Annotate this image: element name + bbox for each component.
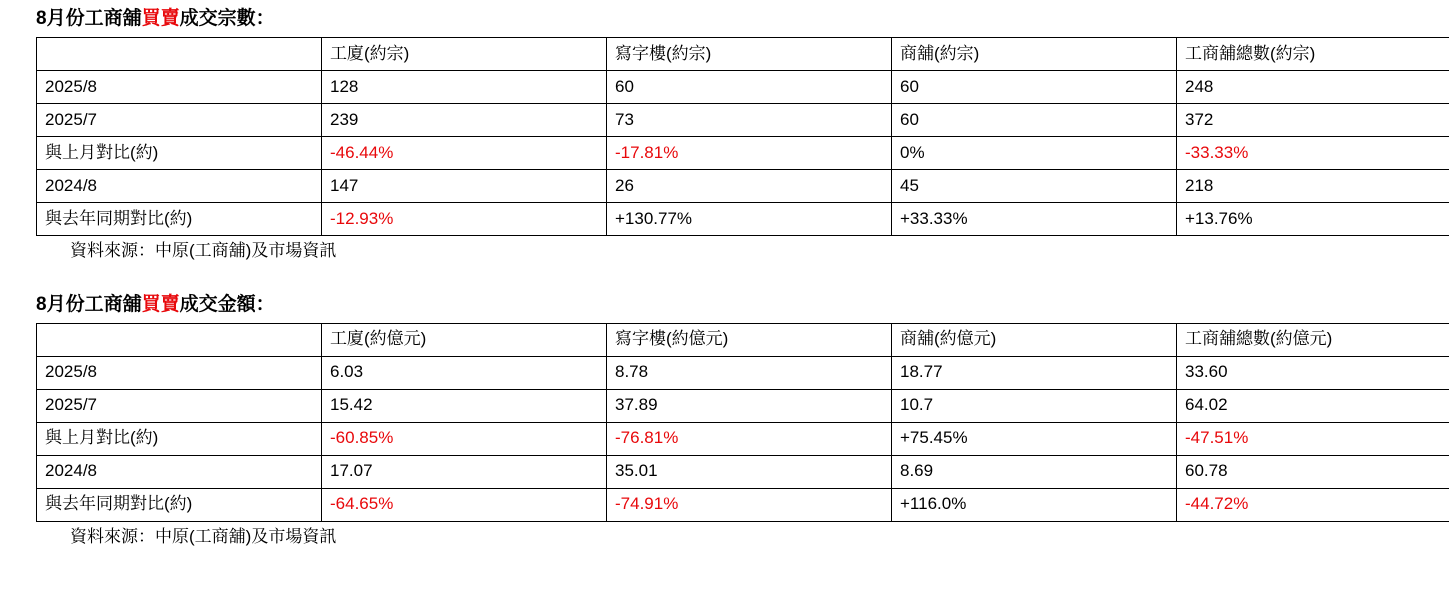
column-header-industrial: 工廈(約宗) bbox=[322, 37, 607, 70]
section-title bbox=[36, 286, 1449, 323]
table-row bbox=[37, 356, 1449, 389]
cell-office: -74.91% bbox=[607, 488, 892, 521]
cell-retail: 8.69 bbox=[892, 455, 1177, 488]
cell-retail: +116.0% bbox=[892, 488, 1177, 521]
cell-retail: 60 bbox=[892, 70, 1177, 103]
section-title-prefix: 8月份工商舖 bbox=[36, 8, 142, 29]
column-header-office: 寫字樓(約億元) bbox=[607, 323, 892, 356]
cell-industrial: -60.85% bbox=[322, 422, 607, 455]
section-spacer bbox=[0, 262, 1449, 286]
cell-industrial: 15.42 bbox=[322, 389, 607, 422]
cell-office: 73 bbox=[607, 103, 892, 136]
table-row bbox=[37, 169, 1449, 202]
table-row bbox=[37, 455, 1449, 488]
cell-industrial: 128 bbox=[322, 70, 607, 103]
cell-total: -47.51% bbox=[1177, 422, 1449, 455]
cell-industrial: -46.44% bbox=[322, 136, 607, 169]
table-row bbox=[37, 488, 1449, 521]
cell-total: -44.72% bbox=[1177, 488, 1449, 521]
cell-retail: 18.77 bbox=[892, 356, 1177, 389]
cell-industrial: 147 bbox=[322, 169, 607, 202]
cell-office: -17.81% bbox=[607, 136, 892, 169]
source-note: 資料來源：中原(工商舖)及市場資訊 bbox=[70, 240, 337, 260]
section-transaction-value bbox=[0, 286, 1449, 548]
table-row bbox=[37, 422, 1449, 455]
transaction-count-table bbox=[36, 37, 1449, 236]
column-header-blank bbox=[37, 323, 322, 356]
row-label: 2025/8 bbox=[37, 70, 322, 103]
section-title bbox=[36, 0, 1449, 37]
cell-office: 35.01 bbox=[607, 455, 892, 488]
cell-office: 37.89 bbox=[607, 389, 892, 422]
cell-industrial: 239 bbox=[322, 103, 607, 136]
row-label: 與上月對比(約) bbox=[37, 136, 322, 169]
cell-retail: +75.45% bbox=[892, 422, 1177, 455]
section-title-prefix: 8月份工商舖 bbox=[36, 293, 142, 315]
cell-office: 60 bbox=[607, 70, 892, 103]
row-label: 2024/8 bbox=[37, 455, 322, 488]
cell-total: 248 bbox=[1177, 70, 1449, 103]
table-row bbox=[37, 136, 1449, 169]
table-row bbox=[37, 70, 1449, 103]
cell-office: -76.81% bbox=[607, 422, 892, 455]
cell-office: 26 bbox=[607, 169, 892, 202]
row-label: 2025/7 bbox=[37, 103, 322, 136]
source-note: 資料來源：中原(工商舖)及市場資訊 bbox=[70, 526, 337, 546]
cell-retail: 45 bbox=[892, 169, 1177, 202]
cell-industrial: 17.07 bbox=[322, 455, 607, 488]
row-label: 2025/7 bbox=[37, 389, 322, 422]
table-row bbox=[37, 389, 1449, 422]
cell-total: 33.60 bbox=[1177, 356, 1449, 389]
section-title-suffix: 成交宗數： bbox=[179, 8, 275, 29]
column-header-retail: 商舖(約宗) bbox=[892, 37, 1177, 70]
cell-retail: 10.7 bbox=[892, 389, 1177, 422]
column-header-industrial: 工廈(約億元) bbox=[322, 323, 607, 356]
row-label: 2025/8 bbox=[37, 356, 322, 389]
row-label: 2024/8 bbox=[37, 169, 322, 202]
cell-total: 64.02 bbox=[1177, 389, 1449, 422]
column-header-office: 寫字樓(約宗) bbox=[607, 37, 892, 70]
section-title-highlight: 買賣 bbox=[141, 8, 180, 29]
table-row bbox=[37, 202, 1449, 235]
section-transaction-count bbox=[0, 0, 1449, 262]
column-header-retail: 商舖(約億元) bbox=[892, 323, 1177, 356]
cell-office: 8.78 bbox=[607, 356, 892, 389]
cell-office: +130.77% bbox=[607, 202, 892, 235]
transaction-value-table bbox=[36, 323, 1449, 522]
row-label: 與去年同期對比(約) bbox=[37, 202, 322, 235]
table-header-row bbox=[37, 323, 1449, 356]
cell-industrial: 6.03 bbox=[322, 356, 607, 389]
cell-retail: 60 bbox=[892, 103, 1177, 136]
cell-retail: +33.33% bbox=[892, 202, 1177, 235]
cell-retail: 0% bbox=[892, 136, 1177, 169]
column-header-blank bbox=[37, 37, 322, 70]
section-title-suffix: 成交金額： bbox=[179, 293, 275, 315]
cell-total: +13.76% bbox=[1177, 202, 1449, 235]
table-row bbox=[37, 103, 1449, 136]
row-label: 與上月對比(約) bbox=[37, 422, 322, 455]
cell-industrial: -12.93% bbox=[322, 202, 607, 235]
column-header-total: 工商舖總數(約億元) bbox=[1177, 323, 1449, 356]
row-label: 與去年同期對比(約) bbox=[37, 488, 322, 521]
cell-total: 218 bbox=[1177, 169, 1449, 202]
cell-total: -33.33% bbox=[1177, 136, 1449, 169]
section-title-highlight: 買賣 bbox=[141, 293, 180, 315]
cell-industrial: -64.65% bbox=[322, 488, 607, 521]
column-header-total: 工商舖總數(約宗) bbox=[1177, 37, 1449, 70]
cell-total: 60.78 bbox=[1177, 455, 1449, 488]
cell-total: 372 bbox=[1177, 103, 1449, 136]
table-header-row bbox=[37, 37, 1449, 70]
